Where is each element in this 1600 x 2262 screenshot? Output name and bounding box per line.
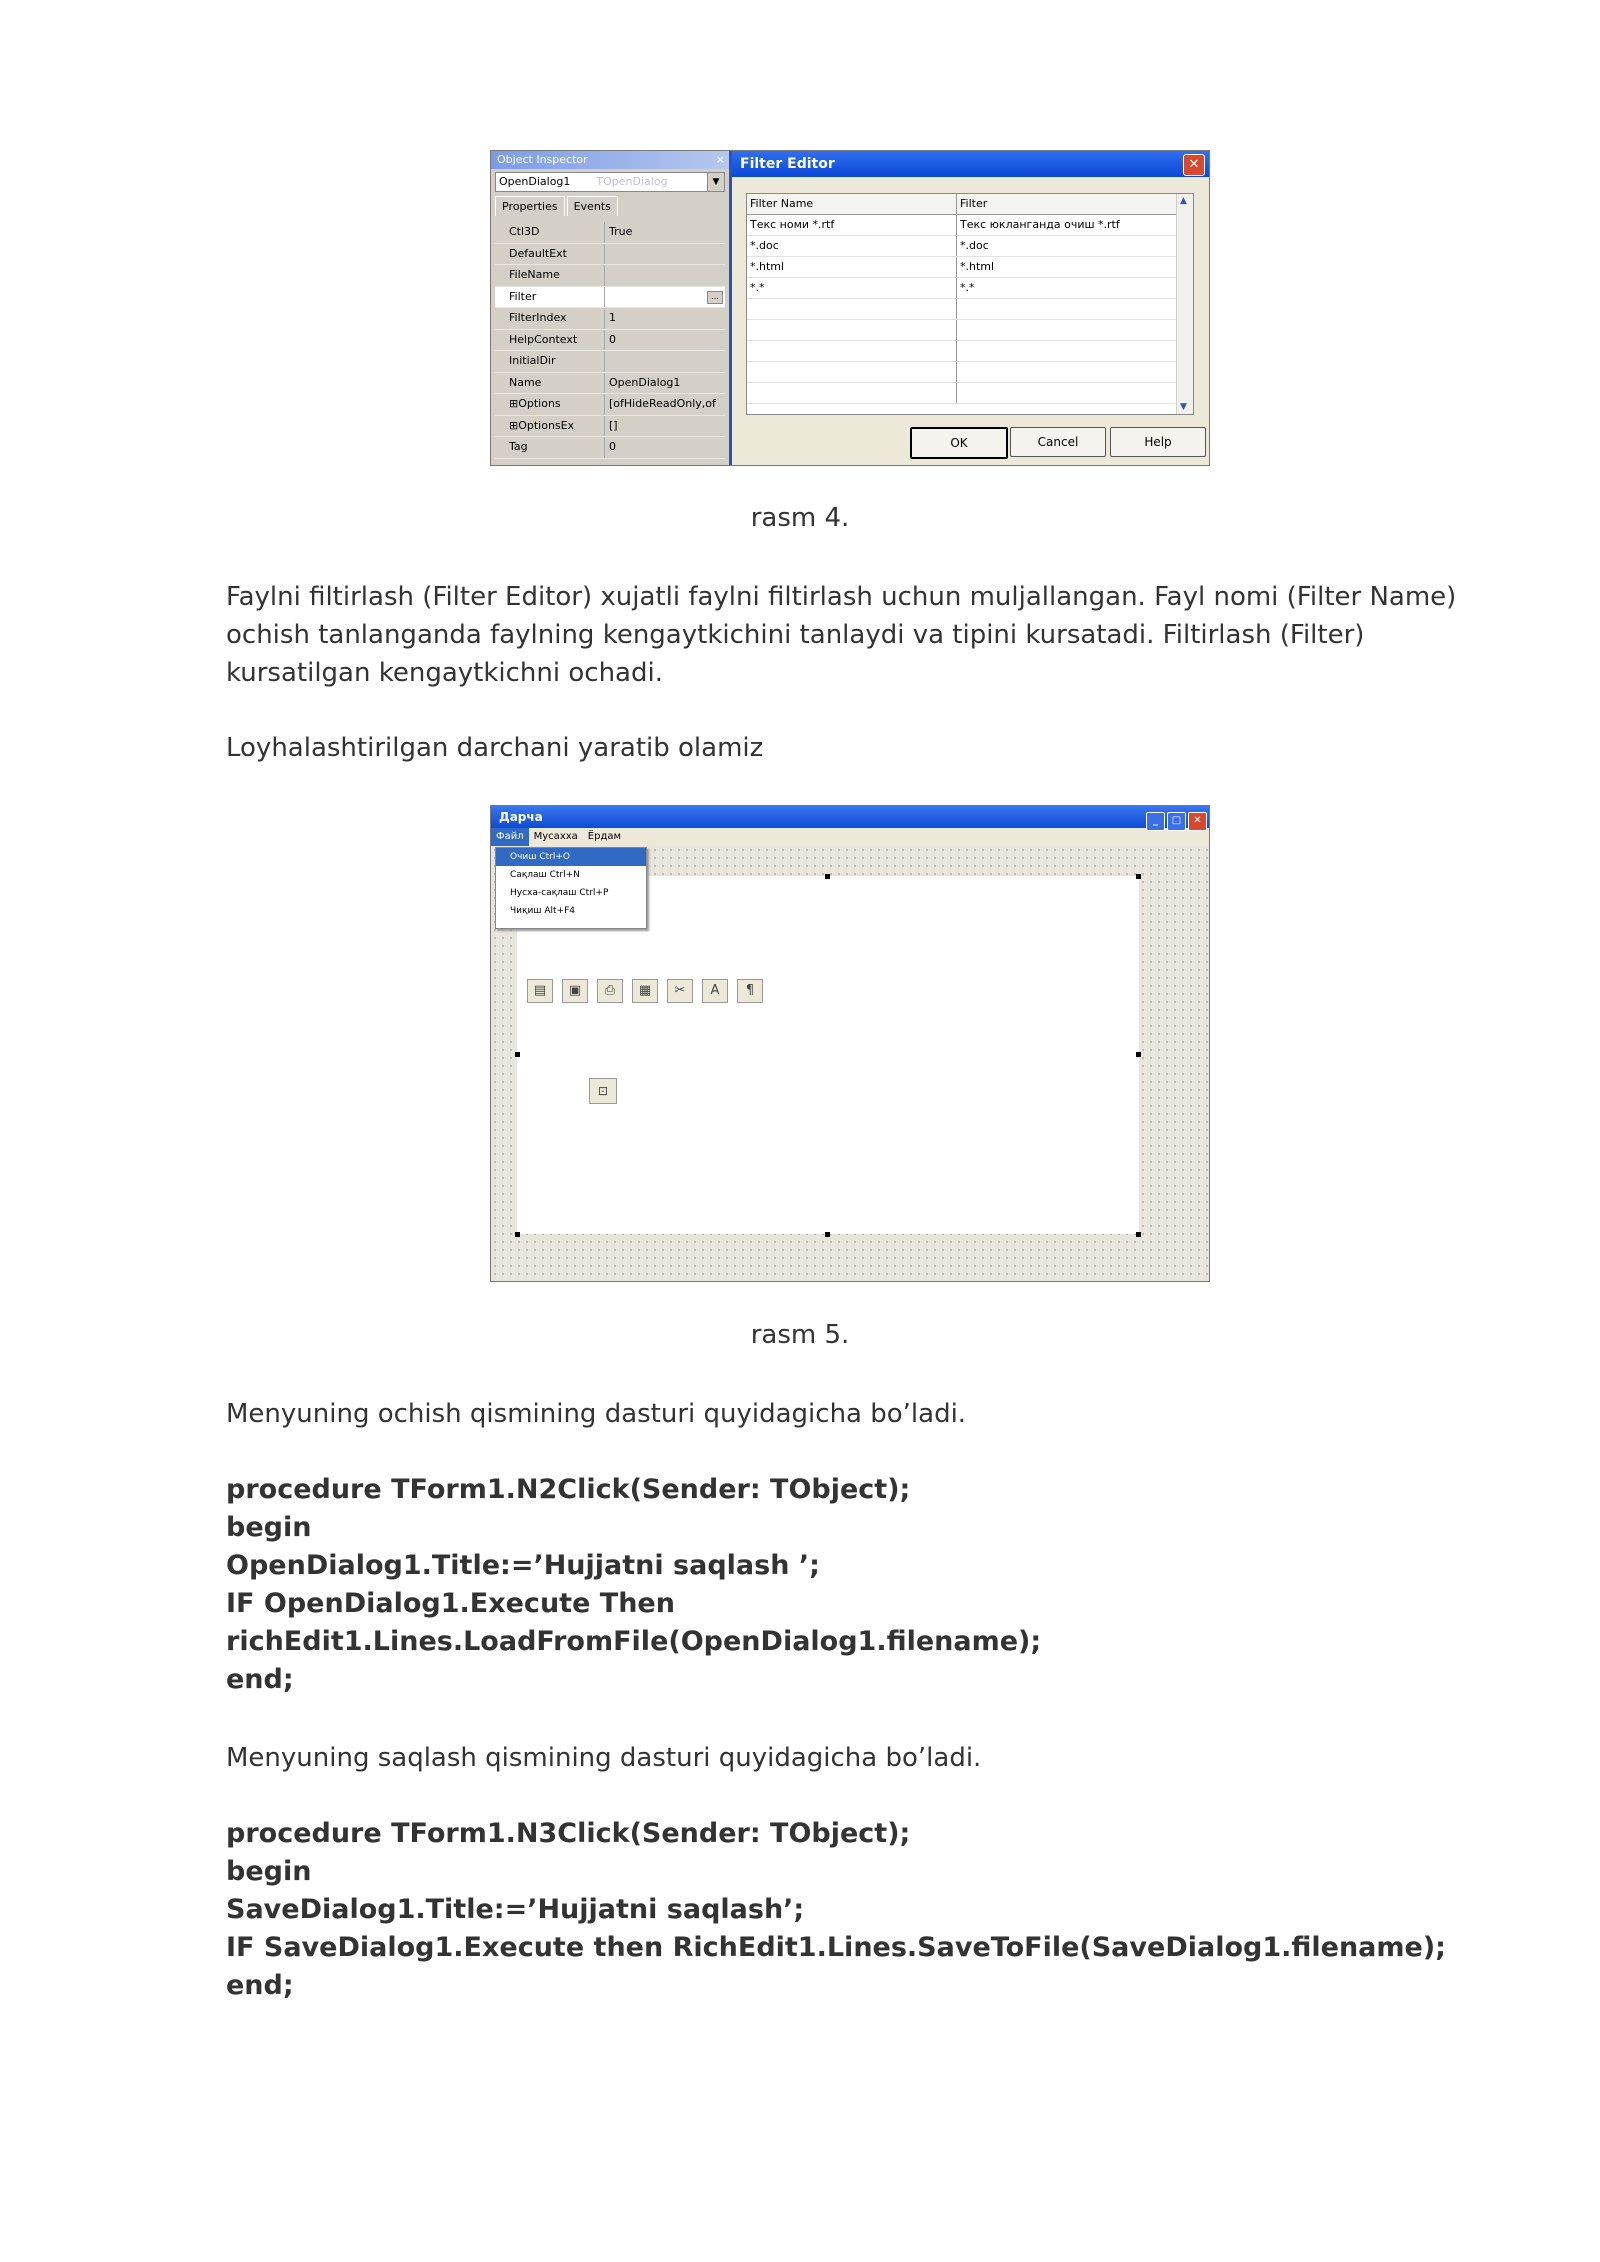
inspector-tabs [495, 196, 725, 218]
chevron-down-icon[interactable]: ▼ [1180, 402, 1187, 412]
property-row[interactable] [495, 437, 725, 459]
property-name: ⊞Options [495, 394, 605, 415]
paragraph-save-code-intro: Menyuning saqlash qismining dasturi quyidagicha bo’ladi. [226, 1743, 982, 1773]
property-value[interactable]: 0 [609, 440, 616, 453]
figure-4-screenshot [490, 150, 1210, 466]
code-line: richEdit1.Lines.LoadFromFile(OpenDialog1.filename); [226, 1626, 1042, 1657]
paragraph-create-window: Loyhalashtirilgan darchani yaratib olamiz [226, 733, 764, 763]
selection-handle[interactable] [1136, 874, 1141, 879]
code-line: end; [226, 1664, 294, 1695]
form-titlebar [491, 806, 1209, 828]
filter-table-header [747, 194, 1193, 215]
filter-cell[interactable]: *.* [960, 281, 975, 294]
property-row[interactable] [495, 416, 725, 438]
filter-name-cell[interactable] [747, 299, 957, 319]
format-icon[interactable]: ¶ [737, 979, 763, 1003]
tab-properties[interactable]: Properties [495, 196, 565, 216]
filter-editor-titlebar [732, 151, 1209, 177]
print-icon[interactable]: ⎙ [597, 979, 623, 1003]
menu-item-open[interactable]: Очиш Ctrl+O [496, 848, 646, 866]
object-inspector-panel [491, 151, 732, 465]
toolbar [527, 979, 772, 1003]
save-icon[interactable]: ▣ [562, 979, 588, 1003]
property-row[interactable] [495, 287, 725, 309]
filter-cell[interactable]: *.html [960, 260, 995, 273]
property-name: Ctl3D [495, 222, 605, 243]
filter-row[interactable] [747, 215, 1193, 236]
filter-editor-title: Filter Editor [740, 156, 835, 172]
filter-cell[interactable] [957, 320, 1193, 340]
paragraph-open-code-intro: Menyuning ochish qismining dasturi quyidagicha bo’ladi. [226, 1399, 967, 1429]
property-name: FileName [495, 265, 605, 286]
property-name: DefaultExt [495, 244, 605, 265]
filter-row[interactable] [747, 383, 1193, 404]
filter-name-cell[interactable] [747, 383, 957, 403]
property-value[interactable]: 0 [609, 332, 616, 346]
property-row[interactable] [495, 244, 725, 266]
form-title: Дарча [499, 810, 543, 824]
cut-icon[interactable]: ✂ [667, 979, 693, 1003]
menu-item-save[interactable]: Сақлаш Ctrl+N [510, 870, 580, 880]
filter-row[interactable] [747, 341, 1193, 362]
filter-name-cell[interactable] [747, 362, 957, 382]
filter-cell[interactable]: *.doc [960, 239, 989, 252]
selection-handle[interactable] [515, 1052, 520, 1057]
filter-cell[interactable] [957, 299, 1193, 319]
column-header-filter-name: Filter Name [747, 194, 957, 214]
property-row[interactable] [495, 308, 725, 330]
property-value[interactable]: OpenDialog1 [609, 375, 681, 389]
filter-name-cell[interactable] [747, 320, 957, 340]
menu-item-save-as[interactable]: Нусха-сақлаш Ctrl+P [510, 888, 609, 898]
maximize-icon[interactable]: □ [1167, 812, 1186, 831]
font-icon[interactable]: A [702, 979, 728, 1003]
help-button[interactable]: Help [1110, 427, 1206, 457]
property-name: Name [495, 373, 605, 394]
code-line: IF SaveDialog1.Execute then RichEdit1.Lines.SaveToFile(SaveDialog1.filename); [226, 1932, 1446, 1963]
filter-table [746, 193, 1194, 415]
caption-figure-4: rasm 4. [750, 503, 850, 533]
filter-row[interactable] [747, 278, 1193, 299]
selection-handle[interactable] [1136, 1052, 1141, 1057]
property-name: Tag [495, 437, 605, 458]
filter-editor-dialog [732, 151, 1209, 465]
file-dropdown-menu [495, 847, 647, 929]
filter-name-cell[interactable]: *.doc [747, 236, 957, 256]
code-block-open [226, 1471, 1526, 1699]
menu-help[interactable]: Ёрдам [587, 831, 622, 842]
filter-name-cell[interactable]: *.html [747, 257, 957, 277]
chevron-up-icon[interactable]: ▲ [1180, 196, 1187, 206]
property-row[interactable] [495, 351, 725, 373]
filter-row[interactable] [747, 236, 1193, 257]
property-value[interactable]: True [609, 225, 633, 238]
menu-edit[interactable]: Мусахха [533, 831, 578, 842]
tab-events[interactable]: Events [567, 196, 618, 216]
window-controls [1144, 808, 1207, 831]
property-name: ⊞OptionsEx [495, 416, 605, 437]
ok-button[interactable]: OK [910, 427, 1008, 459]
property-value[interactable] [605, 265, 725, 286]
column-header-filter: Filter [960, 197, 988, 210]
close-icon[interactable]: ✕ [1188, 812, 1207, 831]
figure-5-screenshot [490, 805, 1210, 1282]
code-line: procedure TForm1.N2Click(Sender: TObject); [226, 1474, 911, 1505]
code-line: procedure TForm1.N3Click(Sender: TObject); [226, 1818, 911, 1849]
paragraph-filter-editor: Faylni filtirlash (Filter Editor) xujatli faylni filtirlash uchun muljallangan. Fayl nomi (Filter Name) ochish tanlanganda faylning kengaytkichini tanlaydi va tipini kursatadi. Filtirlash (Filter) kursatilgan kengaytkichni ochadi. [226, 582, 1457, 688]
form-menubar [491, 828, 1209, 846]
property-name: FilterIndex [495, 308, 605, 329]
property-value[interactable]: [] [609, 418, 618, 432]
book-icon[interactable]: ▦ [632, 979, 658, 1003]
rich-edit-area[interactable] [517, 876, 1139, 1234]
property-row[interactable] [495, 394, 725, 416]
selection-handle[interactable] [515, 1232, 520, 1237]
component-selector[interactable] [495, 172, 725, 192]
close-icon[interactable]: × [715, 153, 725, 166]
object-inspector-title: Object Inspector [497, 153, 588, 166]
selection-handle[interactable] [825, 874, 830, 879]
property-name: InitialDir [495, 351, 605, 372]
filter-row[interactable] [747, 362, 1193, 383]
selection-handle[interactable] [1136, 1232, 1141, 1237]
filter-row[interactable] [747, 299, 1193, 320]
filter-row[interactable] [747, 257, 1193, 278]
open-icon[interactable]: ▤ [527, 979, 553, 1003]
chevron-down-icon[interactable]: ▼ [707, 173, 724, 191]
property-value[interactable]: [ofHideReadOnly,of [609, 397, 716, 410]
property-value[interactable]: 1 [609, 311, 616, 324]
cancel-button[interactable]: Cancel [1010, 427, 1106, 457]
caption-figure-5: rasm 5. [750, 1320, 850, 1350]
property-value[interactable] [605, 244, 725, 265]
component-type: TOpenDialog [596, 175, 668, 188]
filter-name-cell[interactable] [747, 341, 957, 361]
property-name: HelpContext [495, 330, 605, 351]
code-block-save [226, 1815, 1526, 2005]
component-name: OpenDialog1 [499, 175, 571, 188]
code-line: begin [226, 1856, 312, 1887]
filter-cell[interactable] [957, 341, 1193, 361]
filter-cell[interactable] [957, 362, 1193, 382]
menu-item-exit[interactable]: Чиқиш Alt+F4 [510, 906, 576, 916]
object-inspector-titlebar [491, 151, 729, 169]
property-row[interactable] [495, 330, 725, 352]
vertical-scrollbar[interactable] [1176, 194, 1193, 414]
property-value[interactable] [605, 351, 725, 372]
minimize-icon[interactable]: _ [1146, 812, 1165, 831]
property-row[interactable] [495, 373, 725, 395]
code-line: SaveDialog1.Title:=’Hujjatni saqlash’; [226, 1894, 805, 1925]
filter-name-cell[interactable]: Текс номи *.rtf [747, 215, 957, 235]
code-line: IF OpenDialog1.Execute Then [226, 1588, 675, 1619]
filter-cell[interactable]: Текс юкланганда очиш *.rtf [960, 218, 1120, 231]
code-line: OpenDialog1.Title:=’Hujjatni saqlash ’; [226, 1550, 820, 1581]
selection-handle[interactable] [825, 1232, 830, 1237]
filter-row[interactable] [747, 320, 1193, 341]
filter-name-cell[interactable]: *.* [747, 278, 957, 298]
property-row[interactable] [495, 265, 725, 287]
property-row[interactable] [495, 222, 725, 244]
ellipsis-button[interactable]: … [707, 291, 723, 304]
code-line: end; [226, 1970, 294, 2001]
property-name: Filter [495, 287, 605, 308]
close-icon[interactable]: ✕ [1183, 154, 1205, 176]
dialog-component-icon[interactable]: ⊡ [589, 1078, 617, 1104]
filter-cell[interactable] [957, 383, 1193, 403]
code-line: begin [226, 1512, 312, 1543]
menu-file[interactable]: Файл [491, 828, 529, 846]
property-grid [495, 222, 725, 459]
